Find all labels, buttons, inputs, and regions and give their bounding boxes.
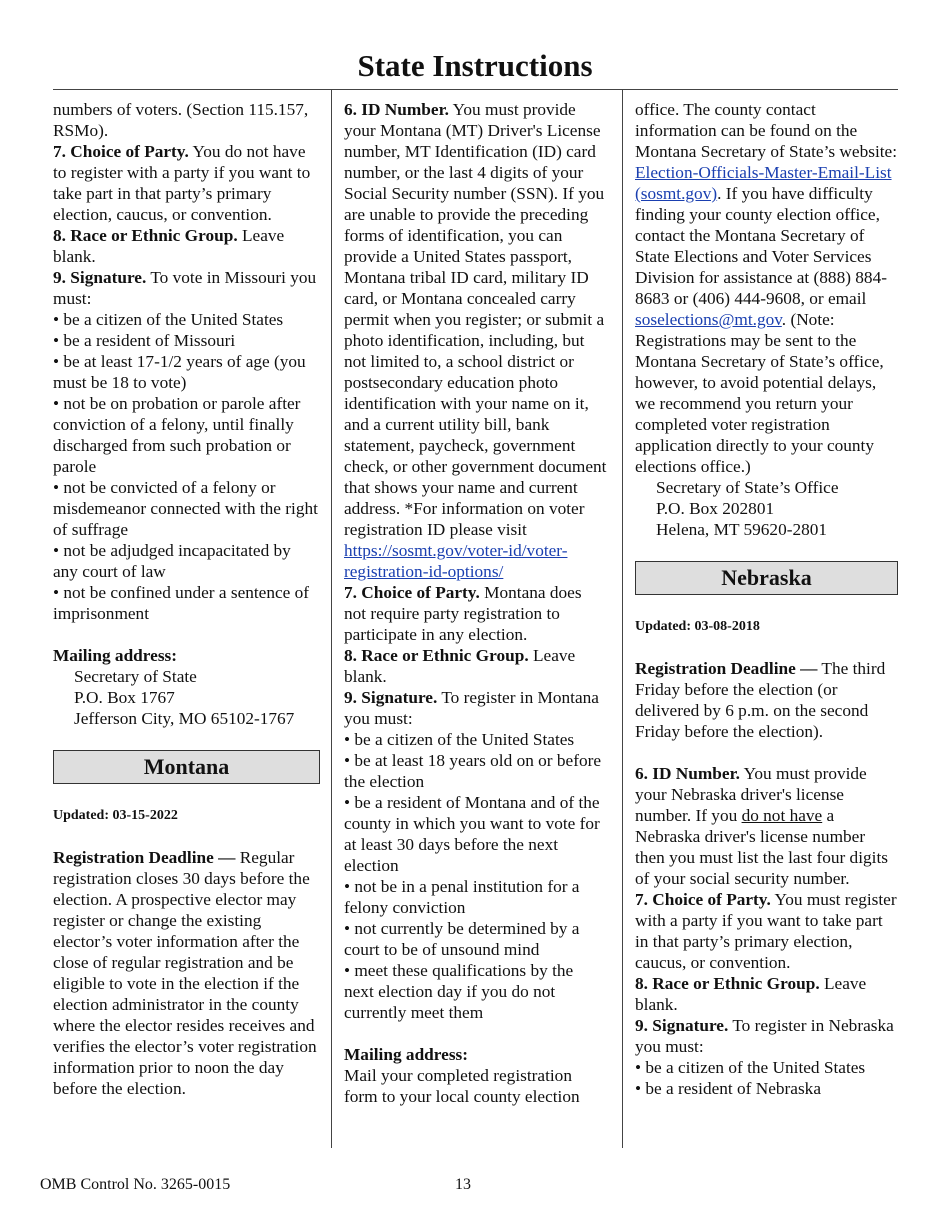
list-item: • not be in a penal institution for a felony conviction xyxy=(344,877,580,917)
text: . (Note: Registrations may be sent to the Montana Secretary of State’s office, however, to avoid potential delays, we recommend you return your completed voter registration application directly to your county elections office.) xyxy=(635,310,884,476)
heading: 6. ID Number. xyxy=(344,100,449,119)
missouri-signature xyxy=(53,267,320,309)
address-line: P.O. Box 202801 xyxy=(656,499,775,518)
address-line: Secretary of State’s Office xyxy=(656,478,839,497)
heading: 7. Choice of Party. xyxy=(635,890,771,909)
text: You do not have to register with a party if you want to take part in that party’s primary election, caucus, or convention. xyxy=(53,142,311,224)
column-3 xyxy=(635,99,898,1099)
page-title: State Instructions xyxy=(357,48,593,83)
heading: Mailing address: xyxy=(344,1045,469,1064)
underlined-text: do not have xyxy=(741,806,823,825)
heading: 9. Signature. xyxy=(53,268,147,287)
text: Leave blank. xyxy=(53,226,285,266)
heading: Registration Deadline — xyxy=(53,848,236,867)
nebraska-choice-of-party xyxy=(635,889,898,973)
montana-mailing-text: Mail your completed registration form to your local county election xyxy=(344,1066,580,1106)
montana-choice-of-party xyxy=(344,582,607,645)
montana-id-number xyxy=(344,99,607,582)
text: Regular registration closes 30 days before the election. A prospective elector may register or change the existing elector’s voter information after the close of regular registration and be eligible to vote in the election if the election administrator in the county where the elector resides receives and verifies the elector’s voter registration information prior to noon the day before the election. xyxy=(53,848,317,1098)
heading: Mailing address: xyxy=(53,646,178,665)
list-item: • be a citizen of the United States xyxy=(344,730,575,749)
list-item: • be at least 17-1/2 years of age (you must be 18 to vote) xyxy=(53,352,306,392)
montana-updated-date: Updated: 03-15-2022 xyxy=(53,808,178,823)
list-item: • be a resident of Missouri xyxy=(53,331,236,350)
text: You must provide your Montana (MT) Driver's License number, MT Identification (ID) card number, or the last 4 digits of your Social Security number (SSN). If you are unable to provide the preceding forms of identification, you can provide a United States passport, Montana tribal ID card, military ID card, or Montana concealed carry permit when you register; or submit a photo identification, including, but not limited to, a school district or postsecondary education photo identification with your name on it, and a current utility bill, bank statement, paycheck, government check, or other government document that shows your name and current address. *For information on voter registration ID please visit xyxy=(344,100,607,539)
montana-mailing-heading xyxy=(344,1044,607,1065)
omb-control-number: OMB Control No. 3265-0015 xyxy=(40,1176,231,1193)
nebraska-signature xyxy=(635,1015,898,1057)
list-item: • not currently be determined by a court to be of unsound mind xyxy=(344,919,580,959)
heading: 9. Signature. xyxy=(344,688,438,707)
column-divider-2 xyxy=(622,90,623,1148)
email-link[interactable]: soselections@mt.gov xyxy=(635,310,782,329)
list-item: • be at least 18 years old on or before the election xyxy=(344,751,602,791)
election-officials-link[interactable]: Election-Officials-Master-Email-List (sosmt.gov) xyxy=(635,163,892,203)
text: . If you have difficulty finding your county election office, contact the Montana Secretary of State Elections and Voter Services Division for assistance at (888) 884-8683 or (406) 444-9608, or email xyxy=(635,184,887,308)
montana-section-header: Montana xyxy=(53,750,320,784)
montana-registration-deadline xyxy=(53,847,320,1099)
text: You must register with a party if you want to take part in that party’s primary election, caucus, or convention. xyxy=(635,890,897,972)
nebraska-section-header: Nebraska xyxy=(635,561,898,595)
title-rule xyxy=(53,89,898,90)
heading: 7. Choice of Party. xyxy=(53,142,189,161)
nebraska-registration-deadline xyxy=(635,658,898,742)
heading: 7. Choice of Party. xyxy=(344,583,480,602)
montana-race xyxy=(344,645,607,687)
text: a Nebraska driver's license number then you must list the last four digits of your social security number. xyxy=(635,806,888,888)
list-item: • be a citizen of the United States xyxy=(53,310,284,329)
text: The third Friday before the election (or delivered by 6 p.m. on the second Friday before the election). xyxy=(635,659,886,741)
missouri-race xyxy=(53,225,320,267)
address-line: Helena, MT 59620-2801 xyxy=(656,520,828,539)
address-line: Jefferson City, MO 65102-1767 xyxy=(74,709,295,728)
heading: 9. Signature. xyxy=(635,1016,729,1035)
text: office. The county contact information can be found on the Montana Secretary of State’s website: xyxy=(635,100,898,161)
column-1 xyxy=(53,99,320,1099)
text: Montana does not require party registration to participate in any election. xyxy=(344,583,582,644)
heading: 8. Race or Ethnic Group. xyxy=(53,226,238,245)
address-line: P.O. Box 1767 xyxy=(74,688,175,707)
nebraska-race xyxy=(635,973,898,1015)
page-number: 13 xyxy=(455,1176,471,1193)
nebraska-id-number xyxy=(635,763,898,889)
heading: Registration Deadline — xyxy=(635,659,818,678)
text: You must provide your Nebraska driver's license number. If you xyxy=(635,764,867,825)
list-item: • not be adjudged incapacitated by any court of law xyxy=(53,541,291,581)
address-line: Secretary of State xyxy=(74,667,197,686)
text: To register in Nebraska you must: xyxy=(635,1016,894,1056)
column-2 xyxy=(344,99,607,1107)
missouri-intro: numbers of voters. (Section 115.157, RSMo). xyxy=(53,100,309,140)
text: Leave blank. xyxy=(344,646,576,686)
missouri-choice-of-party xyxy=(53,141,320,225)
list-item: • not be on probation or parole after conviction of a felony, until finally discharged from such probation or parole xyxy=(53,394,301,476)
voter-id-link[interactable]: https://sosmt.gov/voter-id/voter-registration-id-options/ xyxy=(344,541,568,581)
heading: 8. Race or Ethnic Group. xyxy=(635,974,820,993)
text: To vote in Missouri you must: xyxy=(53,268,317,308)
list-item: • be a resident of Montana and of the county in which you want to vote for at least 30 days before the next election xyxy=(344,793,600,875)
text: To register in Montana you must: xyxy=(344,688,599,728)
list-item: • not be convicted of a felony or misdemeanor connected with the right of suffrage xyxy=(53,478,318,539)
nebraska-updated-date: Updated: 03-08-2018 xyxy=(635,619,760,634)
list-item: • be a resident of Nebraska xyxy=(635,1079,821,1098)
montana-mailing-continued xyxy=(635,99,898,477)
montana-signature xyxy=(344,687,607,729)
list-item: • be a citizen of the United States xyxy=(635,1058,866,1077)
column-divider-1 xyxy=(331,90,332,1148)
missouri-mailing-heading xyxy=(53,645,320,666)
text: Leave blank. xyxy=(635,974,867,1014)
list-item: • not be confined under a sentence of imprisonment xyxy=(53,583,310,623)
heading: 8. Race or Ethnic Group. xyxy=(344,646,529,665)
list-item: • meet these qualifications by the next election day if you do not currently meet them xyxy=(344,961,574,1022)
heading: 6. ID Number. xyxy=(635,764,740,783)
